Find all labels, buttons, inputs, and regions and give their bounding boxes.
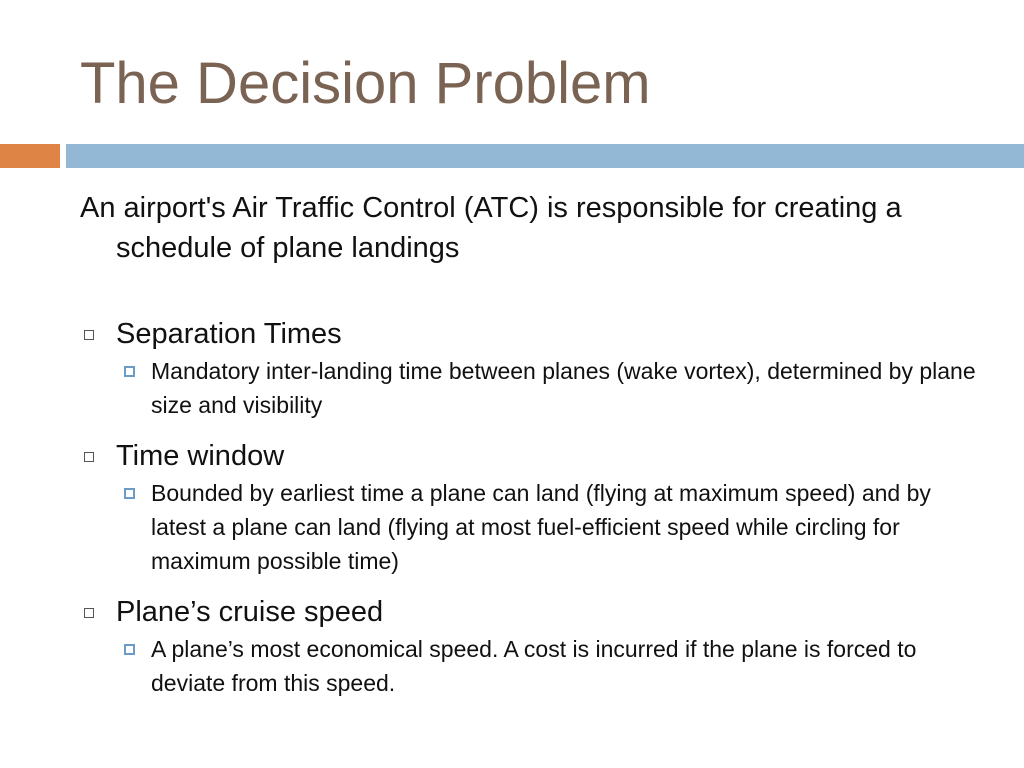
bullet-detail-text: Bounded by earliest time a plane can land (flying at maximum speed) and by latest a plane can land (flying at most fuel-efficient speed while circling for maximum possible time) [151,480,931,574]
bullet-detail [80,476,980,578]
bullet-detail [80,632,980,700]
slide-body [80,188,980,714]
bullet-time-window [80,436,980,578]
bullet-heading-text: Plane’s cruise speed [116,596,384,628]
intro-text: An airport's Air Traffic Control (ATC) is responsible for creating a schedule of plane landings [80,192,902,264]
bullet-heading [80,592,980,632]
accent-bar-blue [66,144,1024,168]
bullet-detail-text: A plane’s most economical speed. A cost is incurred if the plane is forced to deviate from this speed. [151,636,917,696]
bullet-heading-text: Separation Times [116,318,342,350]
bullet-detail-text: Mandatory inter-landing time between planes (wake vortex), determined by plane size and visibility [151,358,976,418]
hollow-square-bullet-icon [84,452,94,462]
bullet-heading [80,314,980,354]
bullet-detail [80,354,980,422]
hollow-square-bullet-icon [84,330,94,340]
hollow-square-bullet-icon [84,608,94,618]
bullet-heading-text: Time window [116,440,285,472]
bullet-heading [80,436,980,476]
slide-title: The Decision Problem [80,51,651,116]
blue-square-bullet-icon [124,644,135,655]
bullet-cruise-speed [80,592,980,700]
accent-bar-orange [0,144,60,168]
blue-square-bullet-icon [124,366,135,377]
bullet-separation-times [80,314,980,422]
blue-square-bullet-icon [124,488,135,499]
spacer [80,268,980,314]
